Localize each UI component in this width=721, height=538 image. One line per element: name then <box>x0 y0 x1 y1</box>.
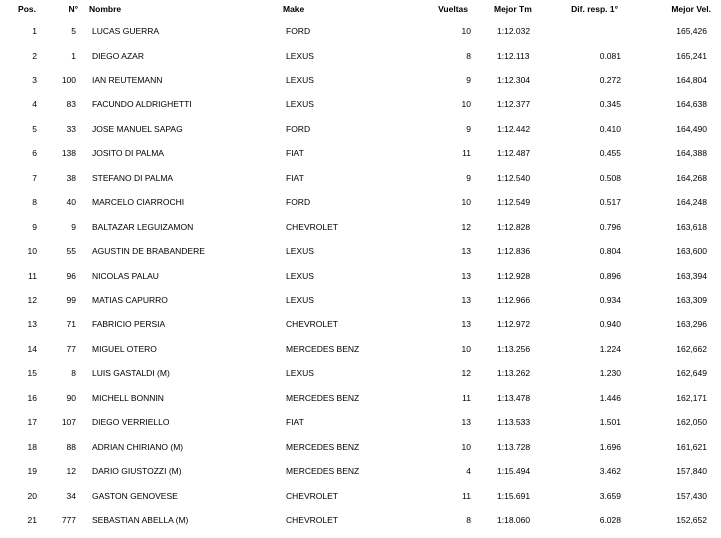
table-row <box>0 342 721 356</box>
row-laps: 10 <box>461 26 471 36</box>
row-name: MATIAS CAPURRO <box>92 294 168 305</box>
row-pos: 13 <box>27 319 37 330</box>
table-row <box>0 269 721 283</box>
row-laps: 11 <box>462 148 471 159</box>
row-best-time: 1:13.533 <box>497 417 531 428</box>
row-best-speed: 164,248 <box>676 197 707 208</box>
row-name: DIEGO VERRIELLO <box>92 417 170 428</box>
table-row <box>0 317 721 331</box>
row-best-speed: 163,309 <box>676 294 707 305</box>
row-best-speed: 163,618 <box>676 221 707 232</box>
row-diff: 0.272 <box>599 74 621 85</box>
row-best-speed: 164,268 <box>676 172 707 183</box>
row-best-time: 1:18.060 <box>497 515 531 525</box>
row-pos: 3 <box>32 74 37 85</box>
row-num: 90 <box>66 392 76 403</box>
row-laps: 10 <box>461 441 471 452</box>
row-laps: 8 <box>466 515 471 525</box>
row-name: FABRICIO PERSIA <box>92 319 166 330</box>
row-num: 99 <box>66 294 76 305</box>
row-pos: 15 <box>27 368 37 379</box>
header-pos: Pos. <box>18 4 36 14</box>
row-name: JOSITO DI PALMA <box>92 148 164 159</box>
row-best-time: 1:12.540 <box>497 172 531 183</box>
row-num: 71 <box>66 319 76 330</box>
row-make: LEXUS <box>286 50 314 61</box>
table-row <box>0 73 721 87</box>
row-make: LEXUS <box>286 294 314 305</box>
row-make: FORD <box>286 123 311 134</box>
row-best-time: 1:12.487 <box>497 148 531 159</box>
row-name: FACUNDO ALDRIGHETTI <box>92 99 192 110</box>
row-best-speed: 163,394 <box>676 270 707 281</box>
table-row <box>0 415 721 429</box>
row-make: LEXUS <box>286 74 314 85</box>
row-laps: 11 <box>462 490 471 501</box>
row-pos: 19 <box>27 466 37 477</box>
row-diff: 0.517 <box>599 197 621 208</box>
row-pos: 14 <box>27 343 37 354</box>
row-best-time: 1:12.377 <box>497 99 531 110</box>
row-laps: 13 <box>461 270 471 281</box>
row-name: AGUSTIN DE BRABANDERE <box>92 246 205 256</box>
table-row <box>0 391 721 405</box>
table-row <box>0 366 721 380</box>
header-make: Make <box>283 4 305 14</box>
row-num: 5 <box>71 26 76 36</box>
row-pos: 12 <box>27 294 37 305</box>
row-laps: 13 <box>461 246 471 256</box>
row-num: 88 <box>66 441 76 452</box>
row-num: 40 <box>66 197 76 208</box>
row-best-speed: 164,388 <box>676 148 707 159</box>
row-pos: 2 <box>32 50 37 61</box>
row-num: 96 <box>66 270 76 281</box>
row-laps: 9 <box>466 74 471 85</box>
table-row <box>0 24 721 38</box>
row-pos: 11 <box>28 270 37 281</box>
row-best-speed: 165,241 <box>676 50 707 61</box>
row-best-time: 1:12.836 <box>497 246 531 256</box>
row-pos: 9 <box>32 221 37 232</box>
row-diff: 0.940 <box>599 319 621 330</box>
row-best-time: 1:13.262 <box>497 368 531 379</box>
row-make: FIAT <box>286 172 304 183</box>
row-best-speed: 164,490 <box>676 123 707 134</box>
row-pos: 6 <box>32 148 37 159</box>
row-best-time: 1:12.442 <box>497 123 531 134</box>
row-laps: 11 <box>462 392 471 403</box>
row-name: MIGUEL OTERO <box>92 343 157 354</box>
row-best-speed: 152,652 <box>676 515 707 525</box>
row-laps: 9 <box>466 123 471 134</box>
row-name: MARCELO CIARROCHI <box>92 197 185 208</box>
row-name: ADRIAN CHIRIANO (M) <box>92 441 184 452</box>
row-pos: 20 <box>27 490 37 501</box>
row-laps: 13 <box>461 319 471 330</box>
row-best-speed: 164,804 <box>676 74 707 85</box>
row-laps: 9 <box>466 172 471 183</box>
row-num: 83 <box>66 99 76 110</box>
row-num: 12 <box>66 466 76 477</box>
row-make: FORD <box>286 26 311 36</box>
row-best-time: 1:15.494 <box>497 466 531 477</box>
row-pos: 5 <box>32 123 37 134</box>
row-diff: 1.501 <box>599 417 621 428</box>
row-name: SEBASTIAN ABELLA (M) <box>92 515 189 525</box>
row-make: FIAT <box>286 417 304 428</box>
header-speed: Mejor Vel. <box>671 4 711 14</box>
row-num: 8 <box>71 368 76 379</box>
row-diff: 0.081 <box>599 50 621 61</box>
row-diff: 0.410 <box>599 123 621 134</box>
row-diff: 0.934 <box>599 294 621 305</box>
table-row <box>0 171 721 185</box>
row-pos: 7 <box>32 172 37 183</box>
row-name: GASTON GENOVESE <box>92 490 178 501</box>
row-laps: 10 <box>461 197 471 208</box>
row-best-speed: 162,050 <box>676 417 707 428</box>
row-best-speed: 162,649 <box>676 368 707 379</box>
row-best-time: 1:13.478 <box>497 392 531 403</box>
table-row <box>0 220 721 234</box>
row-diff: 1.224 <box>599 343 621 354</box>
row-pos: 16 <box>27 392 37 403</box>
table-row <box>0 244 721 258</box>
row-make: MERCEDES BENZ <box>286 343 360 354</box>
table-row <box>0 146 721 160</box>
table-row <box>0 464 721 478</box>
row-diff: 3.462 <box>599 466 621 477</box>
row-diff: 0.804 <box>599 246 621 256</box>
row-diff: 0.345 <box>599 99 621 110</box>
row-name: STEFANO DI PALMA <box>92 172 174 183</box>
row-diff: 1.696 <box>599 441 621 452</box>
row-make: CHEVROLET <box>286 490 338 501</box>
row-pos: 21 <box>27 515 37 525</box>
row-diff: 1.230 <box>599 368 621 379</box>
row-laps: 10 <box>461 343 471 354</box>
row-num: 1 <box>71 50 76 61</box>
row-pos: 1 <box>32 26 37 36</box>
row-best-time: 1:12.928 <box>497 270 531 281</box>
row-make: LEXUS <box>286 246 314 256</box>
row-best-time: 1:12.113 <box>497 50 530 61</box>
row-make: MERCEDES BENZ <box>286 466 360 477</box>
header-num: N° <box>68 4 78 14</box>
row-best-speed: 157,430 <box>676 490 707 501</box>
row-best-speed: 164,638 <box>676 99 707 110</box>
row-best-speed: 157,840 <box>676 466 707 477</box>
row-laps: 8 <box>466 50 471 61</box>
row-best-speed: 163,296 <box>676 319 707 330</box>
row-best-time: 1:13.728 <box>497 441 531 452</box>
row-num: 100 <box>61 74 76 85</box>
row-name: NICOLAS PALAU <box>92 270 159 281</box>
row-make: LEXUS <box>286 99 314 110</box>
row-best-time: 1:12.032 <box>497 26 531 36</box>
table-row <box>0 440 721 454</box>
row-best-time: 1:12.828 <box>497 221 531 232</box>
row-best-time: 1:13.256 <box>497 343 531 354</box>
row-name: LUIS GASTALDI (M) <box>92 368 170 379</box>
row-best-speed: 161,621 <box>676 441 707 452</box>
row-laps: 13 <box>461 294 471 305</box>
row-pos: 10 <box>27 246 37 256</box>
row-best-time: 1:12.549 <box>497 197 531 208</box>
row-name: BALTAZAR LEGUIZAMON <box>92 221 194 232</box>
row-make: MERCEDES BENZ <box>286 441 360 452</box>
table-row <box>0 293 721 307</box>
table-row <box>0 122 721 136</box>
row-diff: 6.028 <box>599 515 621 525</box>
row-laps: 4 <box>466 466 471 477</box>
row-diff: 0.455 <box>599 148 621 159</box>
table-header <box>0 2 721 16</box>
row-num: 138 <box>61 148 76 159</box>
row-name: MICHELL BONNIN <box>92 392 164 403</box>
row-pos: 4 <box>32 99 37 110</box>
row-best-speed: 163,600 <box>676 246 707 256</box>
row-name: JOSE MANUEL SAPAG <box>92 123 183 134</box>
row-make: MERCEDES BENZ <box>286 392 360 403</box>
header-laps: Vueltas <box>438 4 468 14</box>
table-row <box>0 195 721 209</box>
row-laps: 13 <box>461 417 471 428</box>
row-num: 38 <box>66 172 76 183</box>
row-laps: 12 <box>461 368 471 379</box>
row-name: DARIO GIUSTOZZI (M) <box>92 466 182 477</box>
table-row <box>0 97 721 111</box>
row-make: CHEVROLET <box>286 515 338 525</box>
row-best-speed: 162,171 <box>676 392 707 403</box>
row-diff: 0.796 <box>599 221 621 232</box>
table-row <box>0 49 721 63</box>
row-best-time: 1:15.691 <box>497 490 531 501</box>
row-pos: 18 <box>27 441 37 452</box>
row-diff: 3.659 <box>599 490 621 501</box>
table-row <box>0 513 721 527</box>
header-best: Mejor Tm <box>494 4 532 14</box>
row-num: 33 <box>66 123 76 134</box>
row-num: 777 <box>61 515 76 525</box>
row-laps: 10 <box>461 99 471 110</box>
row-name: DIEGO AZAR <box>92 50 144 61</box>
row-best-time: 1:12.304 <box>497 74 531 85</box>
row-best-time: 1:12.972 <box>497 319 531 330</box>
row-diff: 1.446 <box>599 392 621 403</box>
row-make: FIAT <box>286 148 304 159</box>
row-diff: 0.508 <box>599 172 621 183</box>
row-num: 77 <box>66 343 76 354</box>
row-name: IAN REUTEMANN <box>92 74 163 85</box>
header-diff: Dif. resp. 1° <box>571 4 618 14</box>
row-laps: 12 <box>461 221 471 232</box>
row-num: 9 <box>71 221 76 232</box>
header-name: Nombre <box>89 4 122 14</box>
table-row <box>0 489 721 503</box>
row-make: CHEVROLET <box>286 221 338 232</box>
row-make: LEXUS <box>286 270 314 281</box>
row-make: FORD <box>286 197 311 208</box>
row-make: CHEVROLET <box>286 319 338 330</box>
row-make: LEXUS <box>286 368 314 379</box>
row-diff: 0.896 <box>599 270 621 281</box>
row-best-speed: 162,662 <box>676 343 707 354</box>
row-pos: 8 <box>32 197 37 208</box>
row-name: LUCAS GUERRA <box>92 26 160 36</box>
row-num: 107 <box>61 417 76 428</box>
row-num: 34 <box>66 490 76 501</box>
row-num: 55 <box>66 246 76 256</box>
row-best-time: 1:12.966 <box>497 294 531 305</box>
row-best-speed: 165,426 <box>676 26 707 36</box>
row-pos: 17 <box>27 417 37 428</box>
